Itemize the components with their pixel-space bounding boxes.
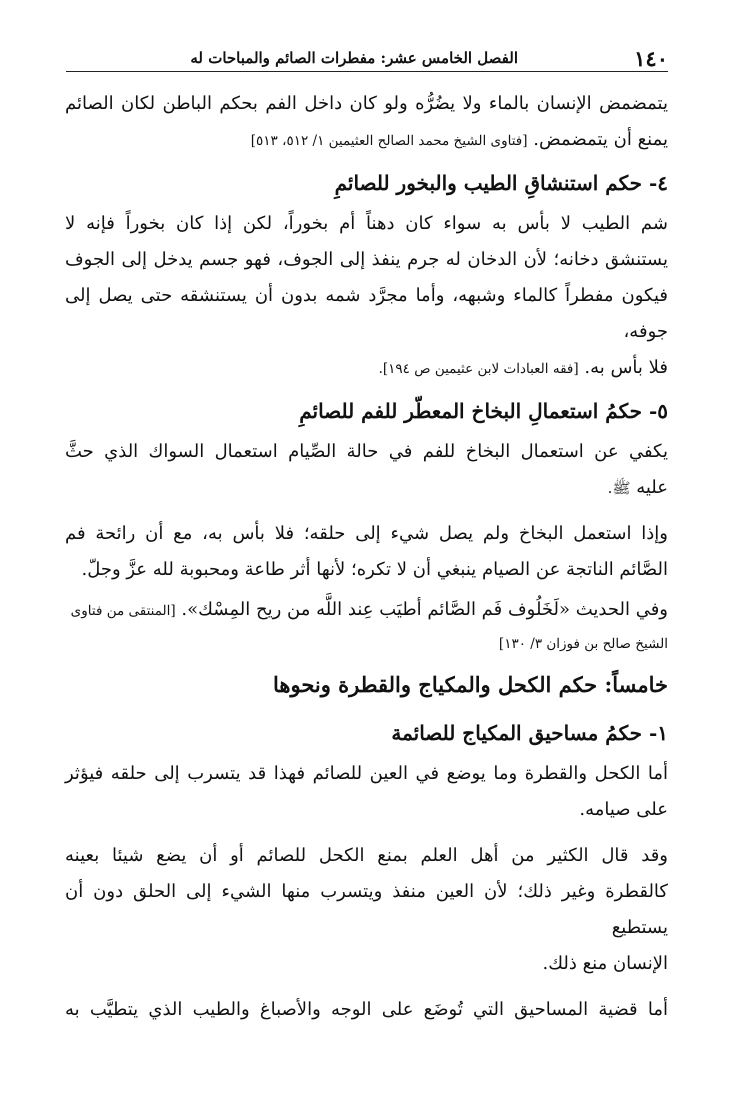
chapter-heading: خامساً: حكم الكحل والمكياج والقطرة ونحوها <box>273 672 668 697</box>
paragraph-line: الصَّائم الناتجة عن الصيام ينبغي أن لا تكره؛ لأنها أثر طاعة ومحبوبة لله عزَّ وجلّ. <box>81 559 668 580</box>
paragraph-line: كالقطرة وغير ذلك؛ لأن العين منفذ ويتسرب منها الشيء إلى الحلق دون أن يستطيع <box>65 881 668 938</box>
page-content <box>65 86 668 1028</box>
paragraph-line: وإذا استعمل البخاخ ولم يصل شيء إلى حلقه؛ فلا بأس به، مع أن رائحة فم <box>65 523 668 544</box>
paragraph-line: شم الطيب لا بأس به سواء كان دهناً أم بخوراً، لكن إذا كان بخوراً فإنه لا <box>65 213 668 234</box>
paragraph-text: عليه <box>636 477 668 498</box>
paragraph-line <box>65 592 668 628</box>
running-title: الفصل الخامس عشر: مفطرات الصائم والمباحات له <box>190 49 518 67</box>
citation: [فتاوى الشيخ محمد الصالح العثيمين ١/ ٥١٢، ٥١٣] <box>250 133 528 149</box>
paragraph-line: وقد قال الكثير من أهل العلم بمنع الكحل للصائم أو أن يضع شيئا بعينه <box>65 845 668 866</box>
page-header <box>66 46 668 72</box>
paragraph-line: على صيامه. <box>579 799 668 820</box>
paragraph-gap <box>65 828 668 838</box>
paragraph-line: يستنشق دخانه؛ لأن الدخان له جرم ينفذ إلى الجوف، فهو جسم يدخل إلى الجوف <box>65 249 668 270</box>
page-number: ١٤٠ <box>634 46 668 71</box>
paragraph-text: فلا بأس به. <box>584 357 668 378</box>
paragraph-line: يكفي عن استعمال البخاخ للفم في حالة الصِّيام استعمال السواك الذي حثَّ <box>65 441 668 462</box>
paragraph-line <box>65 122 668 158</box>
paragraph-line: أما الكحل والقطرة وما يوضع في العين للصائم فهذا قد يتسرب إلى حلقه فيؤثر <box>65 763 668 784</box>
hadith-text: وفي الحديث «لَخَلُوف فَم الصَّائم أطيَب عِند اللَّه من ريح المِسْك». <box>181 599 668 620</box>
citation: [المنتقى من فتاوى <box>70 603 176 619</box>
section-heading: ١- حكمُ مساحيق المكياج للصائمة <box>391 721 668 745</box>
paragraph-line: يتمضمض الإنسان بالماء ولا يضُرُّه ولو كان داخل الفم بحكم الباطن لكان الصائم <box>65 93 668 114</box>
paragraph-line: أما قضية المساحيق التي تُوضَع على الوجه والأصباغ والطيب الذي يتطيَّب به <box>65 999 668 1020</box>
paragraph-line <box>65 350 668 386</box>
paragraph-line <box>65 470 668 506</box>
section-heading: ٥- حكمُ استعمالِ البخاخ المعطّر للفم للصائمِ <box>299 399 668 423</box>
citation: الشيخ صالح بن فوزان ٣/ ١٣٠] <box>498 636 668 652</box>
honorific-glyph: ﷺ. <box>607 479 631 497</box>
header-divider <box>66 71 668 72</box>
paragraph-line: الإنسان منع ذلك. <box>542 953 668 974</box>
section-heading: ٤- حكم استنشاقِ الطيب والبخور للصائمِ <box>334 171 668 195</box>
paragraph-line: فيكون مفطراً كالماء وشبهه، وأما مجرَّد شمه بدون أن يستنشقه حتى يصل إلى جوفه، <box>65 285 668 342</box>
citation: [فقه العبادات لابن عثيمين ص ١٩٤]. <box>378 361 579 377</box>
paragraph-text: يمنع أن يتمضمض. <box>533 129 668 150</box>
paragraph-gap <box>65 982 668 992</box>
paragraph-gap <box>65 506 668 516</box>
